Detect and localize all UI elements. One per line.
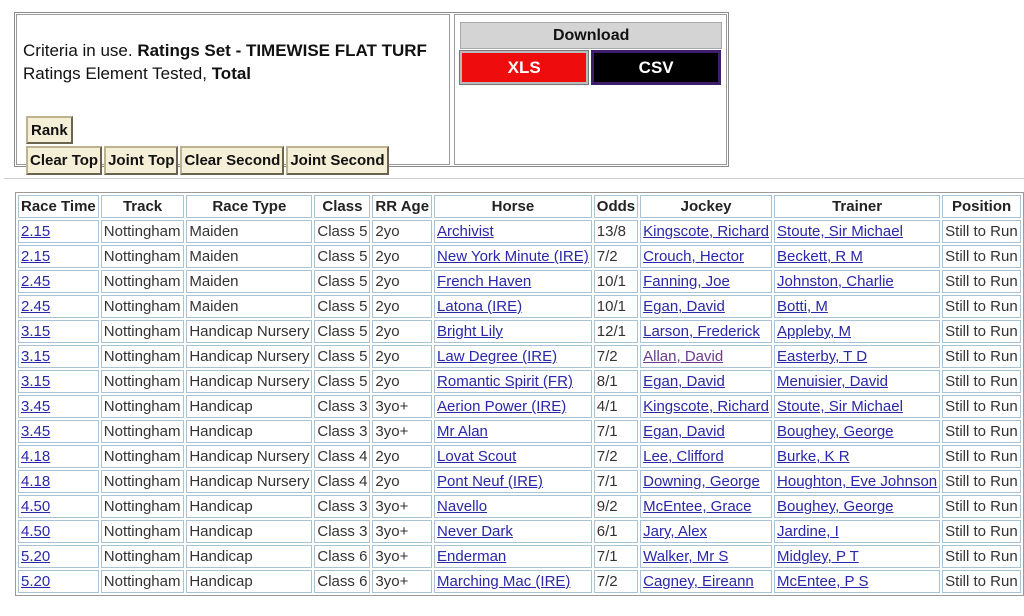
download-title: Download [460, 22, 722, 49]
table-row [18, 420, 1021, 443]
rr-age-cell: 2yo [372, 320, 432, 343]
track-cell: Nottingham [101, 245, 185, 268]
odds-cell: 9/2 [594, 495, 638, 518]
rr-age-cell: 3yo+ [372, 545, 432, 568]
criteria-box [16, 14, 450, 169]
divider [4, 178, 1024, 179]
class-cell: Class 5 [314, 295, 370, 318]
track-cell: Nottingham [101, 320, 185, 343]
trainer-cell [774, 370, 940, 393]
odds-cell: 7/2 [594, 345, 638, 368]
race-time-cell [18, 445, 99, 468]
jockey-cell [640, 295, 772, 318]
element-prefix: Ratings Element Tested, [23, 64, 212, 83]
trainer-link[interactable]: Boughey, George [777, 423, 894, 440]
class-cell: Class 5 [314, 220, 370, 243]
class-cell: Class 4 [314, 445, 370, 468]
jockey-cell [640, 470, 772, 493]
race-time-link[interactable]: 2.45 [21, 298, 51, 315]
position-cell: Still to Run [942, 470, 1021, 493]
jockey-link[interactable]: Egan, David [643, 298, 725, 315]
track-cell: Nottingham [101, 445, 185, 468]
header-odds: Odds [594, 195, 638, 218]
class-cell: Class 3 [314, 495, 370, 518]
jockey-cell [640, 545, 772, 568]
jockey-link[interactable]: Walker, Mr S [643, 548, 729, 565]
rr-age-cell: 3yo+ [372, 495, 432, 518]
class-cell: Class 3 [314, 520, 370, 543]
horse-link[interactable]: Law Degree (IRE) [437, 348, 558, 365]
horse-link[interactable]: Mr Alan [437, 423, 488, 440]
race-time-link[interactable]: 3.15 [21, 373, 51, 390]
trainer-link[interactable]: Boughey, George [777, 498, 894, 515]
joint-top-button[interactable]: Joint Top [104, 146, 178, 175]
trainer-link[interactable]: Midgley, P T [777, 548, 859, 565]
jockey-link[interactable]: Crouch, Hector [643, 248, 744, 265]
horse-link[interactable]: Marching Mac (IRE) [437, 573, 571, 590]
race-type-cell: Handicap [186, 420, 312, 443]
table-row [18, 220, 1021, 243]
trainer-cell [774, 445, 940, 468]
jockey-link[interactable]: Egan, David [643, 373, 725, 390]
jockey-cell [640, 495, 772, 518]
class-cell: Class 5 [314, 345, 370, 368]
race-time-link[interactable]: 2.15 [21, 223, 51, 240]
race-time-link[interactable]: 4.50 [21, 498, 51, 515]
header-position: Position [942, 195, 1021, 218]
race-type-cell: Handicap [186, 495, 312, 518]
race-time-link[interactable]: 2.15 [21, 248, 51, 265]
trainer-link[interactable]: Botti, M [777, 298, 828, 315]
odds-cell: 10/1 [594, 270, 638, 293]
horse-cell [434, 345, 592, 368]
race-type-cell: Handicap [186, 570, 312, 593]
table-header-row [18, 195, 1021, 218]
odds-cell: 8/1 [594, 370, 638, 393]
xls-download-button[interactable]: XLS [460, 51, 588, 84]
horse-cell [434, 270, 592, 293]
position-cell: Still to Run [942, 545, 1021, 568]
horse-cell [434, 470, 592, 493]
horse-cell [434, 520, 592, 543]
jockey-link[interactable]: Lee, Clifford [643, 448, 724, 465]
clear-second-button[interactable]: Clear Second [180, 146, 284, 175]
trainer-link[interactable]: Jardine, I [777, 523, 839, 540]
race-time-link[interactable]: 2.45 [21, 273, 51, 290]
class-cell: Class 3 [314, 420, 370, 443]
race-type-cell: Maiden [186, 220, 312, 243]
trainer-link[interactable]: Stoute, Sir Michael [777, 223, 903, 240]
rank-button[interactable]: Rank [26, 116, 73, 144]
position-cell: Still to Run [942, 295, 1021, 318]
odds-cell: 7/2 [594, 445, 638, 468]
header-race-time: Race Time [18, 195, 99, 218]
jockey-cell [640, 445, 772, 468]
jockey-cell [640, 320, 772, 343]
horse-link[interactable]: New York Minute (IRE) [437, 248, 589, 265]
race-time-cell [18, 395, 99, 418]
results-table [15, 192, 1024, 596]
trainer-cell [774, 470, 940, 493]
race-time-link[interactable]: 3.45 [21, 398, 51, 415]
race-time-cell [18, 520, 99, 543]
trainer-cell [774, 495, 940, 518]
track-cell: Nottingham [101, 270, 185, 293]
odds-cell: 7/1 [594, 420, 638, 443]
race-time-link[interactable]: 3.15 [21, 348, 51, 365]
race-type-cell: Handicap Nursery [186, 470, 312, 493]
filter-button-row [26, 146, 389, 175]
class-cell: Class 3 [314, 395, 370, 418]
horse-cell [434, 545, 592, 568]
jockey-link[interactable]: Kingscote, Richard [643, 223, 770, 240]
table-row [18, 495, 1021, 518]
track-cell: Nottingham [101, 570, 185, 593]
horse-link[interactable]: Navello [437, 498, 488, 515]
track-cell: Nottingham [101, 345, 185, 368]
track-cell: Nottingham [101, 545, 185, 568]
trainer-cell [774, 570, 940, 593]
position-cell: Still to Run [942, 370, 1021, 393]
race-time-cell [18, 345, 99, 368]
ratings-element: Total [211, 64, 252, 83]
odds-cell: 7/1 [594, 470, 638, 493]
race-type-cell: Handicap [186, 545, 312, 568]
odds-cell: 6/1 [594, 520, 638, 543]
trainer-cell [774, 245, 940, 268]
race-time-cell [18, 545, 99, 568]
table-row [18, 295, 1021, 318]
race-type-cell: Maiden [186, 295, 312, 318]
position-cell: Still to Run [942, 520, 1021, 543]
trainer-cell [774, 295, 940, 318]
rr-age-cell: 3yo+ [372, 520, 432, 543]
jockey-link[interactable]: Allan, David [643, 348, 724, 365]
ratings-set: Ratings Set - TIMEWISE FLAT TURF [137, 41, 427, 60]
trainer-cell [774, 520, 940, 543]
trainer-link[interactable]: Johnston, Charlie [777, 273, 894, 290]
jockey-cell [640, 270, 772, 293]
track-cell: Nottingham [101, 495, 185, 518]
rr-age-cell: 2yo [372, 295, 432, 318]
horse-link[interactable]: Aerion Power (IRE) [437, 398, 567, 415]
table-row [18, 445, 1021, 468]
race-type-cell: Handicap [186, 520, 312, 543]
position-cell: Still to Run [942, 570, 1021, 593]
trainer-link[interactable]: Stoute, Sir Michael [777, 398, 903, 415]
horse-link[interactable]: Romantic Spirit (FR) [437, 373, 573, 390]
trainer-link[interactable]: Appleby, M [777, 323, 851, 340]
class-cell: Class 6 [314, 545, 370, 568]
table-row [18, 270, 1021, 293]
rr-age-cell: 2yo [372, 445, 432, 468]
table-row [18, 320, 1021, 343]
horse-cell [434, 245, 592, 268]
odds-cell: 7/2 [594, 245, 638, 268]
race-time-link[interactable]: 4.50 [21, 523, 51, 540]
trainer-cell [774, 270, 940, 293]
race-time-cell [18, 320, 99, 343]
odds-cell: 4/1 [594, 395, 638, 418]
jockey-link[interactable]: Egan, David [643, 423, 725, 440]
track-cell: Nottingham [101, 470, 185, 493]
horse-cell [434, 570, 592, 593]
horse-cell [434, 220, 592, 243]
position-cell: Still to Run [942, 395, 1021, 418]
jockey-link[interactable]: Kingscote, Richard [643, 398, 770, 415]
trainer-cell [774, 220, 940, 243]
jockey-cell [640, 370, 772, 393]
joint-second-button[interactable]: Joint Second [286, 146, 388, 175]
trainer-cell [774, 345, 940, 368]
download-box [454, 14, 727, 165]
trainer-cell [774, 545, 940, 568]
odds-cell: 7/1 [594, 545, 638, 568]
position-cell: Still to Run [942, 320, 1021, 343]
race-time-link[interactable]: 4.18 [21, 473, 51, 490]
race-time-cell [18, 470, 99, 493]
class-cell: Class 5 [314, 320, 370, 343]
horse-link[interactable]: Enderman [437, 548, 507, 565]
table-row [18, 245, 1021, 268]
jockey-link[interactable]: Larson, Frederick [643, 323, 760, 340]
odds-cell: 13/8 [594, 220, 638, 243]
horse-cell [434, 495, 592, 518]
odds-cell: 12/1 [594, 320, 638, 343]
race-time-cell [18, 570, 99, 593]
rr-age-cell: 2yo [372, 345, 432, 368]
header-trainer: Trainer [774, 195, 940, 218]
class-cell: Class 5 [314, 370, 370, 393]
header-rr-age: RR Age [372, 195, 432, 218]
trainer-link[interactable]: McEntee, P S [777, 573, 869, 590]
criteria-prefix: Criteria in use. [23, 41, 138, 60]
race-time-link[interactable]: 4.18 [21, 448, 51, 465]
race-type-cell: Handicap Nursery [186, 345, 312, 368]
track-cell: Nottingham [101, 370, 185, 393]
header-race-type: Race Type [186, 195, 312, 218]
horse-cell [434, 295, 592, 318]
track-cell: Nottingham [101, 295, 185, 318]
race-type-cell: Maiden [186, 245, 312, 268]
clear-top-button[interactable]: Clear Top [26, 146, 102, 175]
jockey-cell [640, 345, 772, 368]
horse-link[interactable]: Never Dark [437, 523, 513, 540]
position-cell: Still to Run [942, 245, 1021, 268]
horse-link[interactable]: Bright Lily [437, 323, 503, 340]
table-row [18, 520, 1021, 543]
horse-cell [434, 320, 592, 343]
header-track: Track [101, 195, 185, 218]
position-cell: Still to Run [942, 495, 1021, 518]
race-time-link[interactable]: 3.45 [21, 423, 51, 440]
csv-download-button[interactable]: CSV [592, 51, 720, 84]
jockey-cell [640, 395, 772, 418]
position-cell: Still to Run [942, 345, 1021, 368]
race-time-link[interactable]: 3.15 [21, 323, 51, 340]
rr-age-cell: 2yo [372, 470, 432, 493]
rr-age-cell: 3yo+ [372, 570, 432, 593]
race-time-cell [18, 220, 99, 243]
race-type-cell: Maiden [186, 270, 312, 293]
odds-cell: 7/2 [594, 570, 638, 593]
track-cell: Nottingham [101, 395, 185, 418]
table-row [18, 370, 1021, 393]
table-row [18, 545, 1021, 568]
class-cell: Class 6 [314, 570, 370, 593]
jockey-cell [640, 245, 772, 268]
class-cell: Class 4 [314, 470, 370, 493]
horse-link[interactable]: Latona (IRE) [437, 298, 523, 315]
position-cell: Still to Run [942, 270, 1021, 293]
horse-link[interactable]: Archivist [437, 223, 494, 240]
position-cell: Still to Run [942, 220, 1021, 243]
rr-age-cell: 3yo+ [372, 395, 432, 418]
trainer-link[interactable]: Houghton, Eve Johnson [777, 473, 938, 490]
race-type-cell: Handicap Nursery [186, 370, 312, 393]
odds-cell: 10/1 [594, 295, 638, 318]
jockey-link[interactable]: Jary, Alex [643, 523, 708, 540]
table-row [18, 570, 1021, 593]
position-cell: Still to Run [942, 420, 1021, 443]
race-type-cell: Handicap [186, 395, 312, 418]
track-cell: Nottingham [101, 520, 185, 543]
race-type-cell: Handicap Nursery [186, 320, 312, 343]
header-horse: Horse [434, 195, 592, 218]
race-time-cell [18, 495, 99, 518]
download-button-row [460, 51, 720, 84]
horse-link[interactable]: French Haven [437, 273, 532, 290]
horse-cell [434, 395, 592, 418]
rr-age-cell: 2yo [372, 370, 432, 393]
race-time-cell [18, 270, 99, 293]
track-cell: Nottingham [101, 420, 185, 443]
race-time-cell [18, 420, 99, 443]
rr-age-cell: 3yo+ [372, 420, 432, 443]
trainer-link[interactable]: Menuisier, David [777, 373, 888, 390]
table-row [18, 345, 1021, 368]
rr-age-cell: 2yo [372, 270, 432, 293]
class-cell: Class 5 [314, 245, 370, 268]
jockey-link[interactable]: McEntee, Grace [643, 498, 752, 515]
position-cell: Still to Run [942, 445, 1021, 468]
trainer-link[interactable]: Burke, K R [777, 448, 850, 465]
rr-age-cell: 2yo [372, 220, 432, 243]
criteria-text [23, 39, 427, 85]
horse-link[interactable]: Lovat Scout [437, 448, 517, 465]
jockey-cell [640, 520, 772, 543]
jockey-cell [640, 420, 772, 443]
trainer-cell [774, 395, 940, 418]
header-class: Class [314, 195, 370, 218]
rr-age-cell: 2yo [372, 245, 432, 268]
race-time-cell [18, 295, 99, 318]
header-jockey: Jockey [640, 195, 772, 218]
criteria-panel [14, 12, 729, 167]
trainer-link[interactable]: Easterby, T D [777, 348, 868, 365]
trainer-link[interactable]: Beckett, R M [777, 248, 863, 265]
race-time-link[interactable]: 5.20 [21, 573, 51, 590]
trainer-cell [774, 420, 940, 443]
race-time-cell [18, 245, 99, 268]
trainer-cell [774, 320, 940, 343]
jockey-link[interactable]: Fanning, Joe [643, 273, 730, 290]
jockey-link[interactable]: Cagney, Eireann [643, 573, 754, 590]
jockey-cell [640, 570, 772, 593]
table-row [18, 395, 1021, 418]
horse-cell [434, 445, 592, 468]
jockey-link[interactable]: Downing, George [643, 473, 760, 490]
class-cell: Class 5 [314, 270, 370, 293]
horse-cell [434, 370, 592, 393]
race-time-cell [18, 370, 99, 393]
horse-link[interactable]: Pont Neuf (IRE) [437, 473, 543, 490]
track-cell: Nottingham [101, 220, 185, 243]
jockey-cell [640, 220, 772, 243]
horse-cell [434, 420, 592, 443]
race-time-link[interactable]: 5.20 [21, 548, 51, 565]
race-type-cell: Handicap Nursery [186, 445, 312, 468]
table-row [18, 470, 1021, 493]
